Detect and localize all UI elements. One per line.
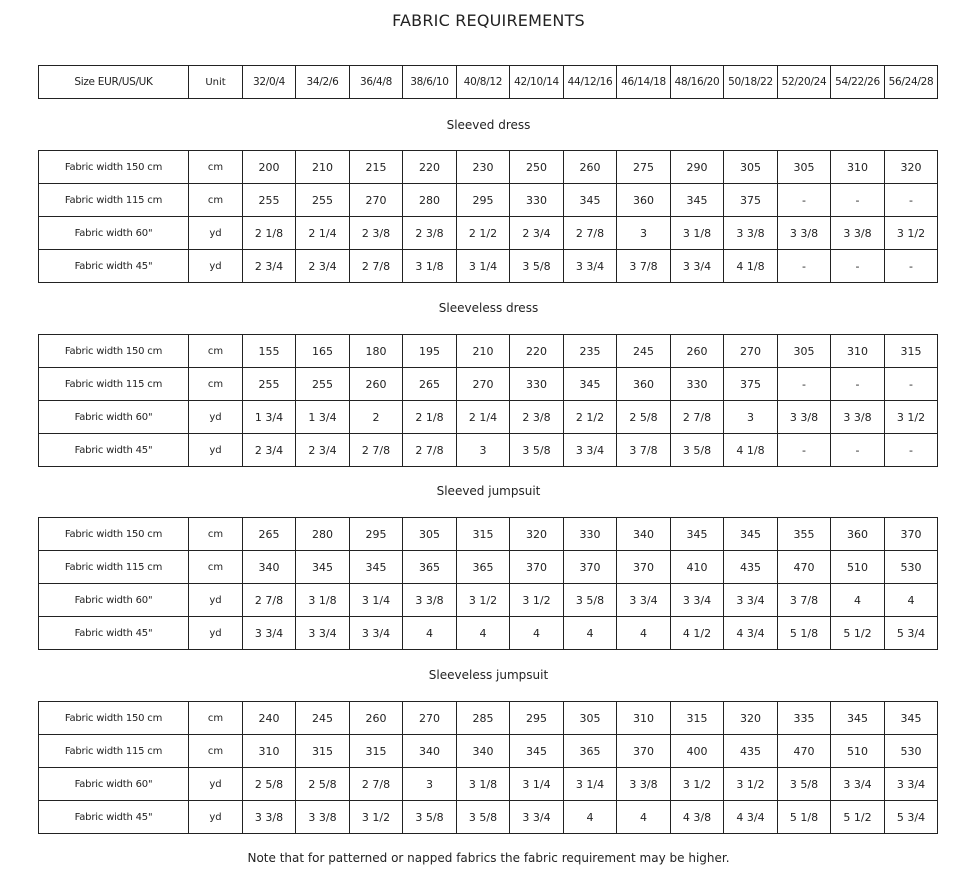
- row-label-cell: Fabric width 60": [39, 584, 189, 617]
- value-cell: 3 5/8: [778, 768, 831, 801]
- table-row: [39, 335, 938, 368]
- value-cell: -: [885, 184, 938, 217]
- row-label-cell: Fabric width 150 cm: [39, 335, 189, 368]
- value-cell: 5 3/4: [885, 801, 938, 834]
- value-cell: 530: [885, 551, 938, 584]
- section-title: Sleeveless jumpsuit: [428, 668, 549, 682]
- size-cell: 50/18/22: [724, 66, 778, 99]
- value-cell: 345: [564, 184, 617, 217]
- value-cell: 435: [724, 735, 778, 768]
- value-cell: 165: [296, 335, 350, 368]
- value-cell: 295: [350, 518, 403, 551]
- value-cell: 365: [403, 551, 457, 584]
- value-cell: 270: [457, 368, 510, 401]
- value-cell: 315: [457, 518, 510, 551]
- value-cell: 340: [403, 735, 457, 768]
- value-cell: 2 5/8: [243, 768, 296, 801]
- value-cell: 230: [457, 151, 510, 184]
- size-cell: 42/10/14: [510, 66, 564, 99]
- size-cell: 40/8/12: [457, 66, 510, 99]
- value-cell: 365: [564, 735, 617, 768]
- row-unit-cell: cm: [189, 551, 243, 584]
- row-unit-cell: yd: [189, 217, 243, 250]
- value-cell: 155: [243, 335, 296, 368]
- value-cell: 310: [831, 151, 885, 184]
- value-cell: 3 5/8: [671, 434, 724, 467]
- value-cell: 3 5/8: [564, 584, 617, 617]
- row-label-cell: Fabric width 115 cm: [39, 735, 189, 768]
- value-cell: 3 3/4: [671, 250, 724, 283]
- value-cell: 370: [617, 551, 671, 584]
- requirements-table: [38, 701, 938, 834]
- value-cell: 345: [724, 518, 778, 551]
- row-label-cell: Fabric width 45": [39, 617, 189, 650]
- value-cell: 345: [671, 518, 724, 551]
- value-cell: 265: [403, 368, 457, 401]
- value-cell: 4 1/8: [724, 250, 778, 283]
- row-unit-cell: yd: [189, 801, 243, 834]
- value-cell: 1 3/4: [243, 401, 296, 434]
- table-row: [39, 518, 938, 551]
- value-cell: 3: [617, 217, 671, 250]
- row-label-cell: Fabric width 150 cm: [39, 151, 189, 184]
- table-row: [39, 702, 938, 735]
- value-cell: -: [778, 250, 831, 283]
- row-label-cell: Fabric width 45": [39, 250, 189, 283]
- value-cell: 345: [671, 184, 724, 217]
- requirements-table: [38, 150, 938, 283]
- value-cell: 315: [671, 702, 724, 735]
- size-cell: 36/4/8: [350, 66, 403, 99]
- value-cell: 345: [885, 702, 938, 735]
- value-cell: 310: [831, 335, 885, 368]
- value-cell: 275: [617, 151, 671, 184]
- value-cell: 245: [296, 702, 350, 735]
- row-label-cell: Fabric width 60": [39, 401, 189, 434]
- value-cell: 2 3/4: [296, 434, 350, 467]
- value-cell: 3 3/4: [671, 584, 724, 617]
- value-cell: 2 7/8: [350, 434, 403, 467]
- row-unit-cell: cm: [189, 735, 243, 768]
- row-label-cell: Fabric width 45": [39, 434, 189, 467]
- value-cell: 2 1/8: [243, 217, 296, 250]
- value-cell: 315: [296, 735, 350, 768]
- size-cell: 54/22/26: [831, 66, 885, 99]
- value-cell: 4: [510, 617, 564, 650]
- value-cell: 305: [564, 702, 617, 735]
- value-cell: 295: [510, 702, 564, 735]
- table-row: [39, 434, 938, 467]
- value-cell: 4: [564, 617, 617, 650]
- value-cell: 1 3/4: [296, 401, 350, 434]
- value-cell: 3 3/8: [831, 217, 885, 250]
- value-cell: 2 3/4: [296, 250, 350, 283]
- value-cell: 4: [457, 617, 510, 650]
- value-cell: 265: [243, 518, 296, 551]
- value-cell: 295: [457, 184, 510, 217]
- value-cell: 3 3/8: [403, 584, 457, 617]
- size-cell: 32/0/4: [243, 66, 296, 99]
- value-cell: 3: [724, 401, 778, 434]
- value-cell: 3 7/8: [617, 434, 671, 467]
- value-cell: 3 1/4: [564, 768, 617, 801]
- value-cell: 470: [778, 735, 831, 768]
- value-cell: -: [778, 368, 831, 401]
- value-cell: 245: [617, 335, 671, 368]
- value-cell: 3 1/4: [510, 768, 564, 801]
- value-cell: 2 7/8: [403, 434, 457, 467]
- value-cell: 255: [296, 368, 350, 401]
- row-unit-cell: cm: [189, 151, 243, 184]
- table-row: [39, 151, 938, 184]
- value-cell: 3 5/8: [403, 801, 457, 834]
- size-cell: 48/16/20: [671, 66, 724, 99]
- size-label-cell: Size EUR/US/UK: [39, 66, 189, 99]
- value-cell: 3 1/2: [885, 217, 938, 250]
- value-cell: 285: [457, 702, 510, 735]
- row-unit-cell: cm: [189, 184, 243, 217]
- value-cell: 2 1/4: [296, 217, 350, 250]
- table-row: [39, 735, 938, 768]
- value-cell: -: [885, 434, 938, 467]
- value-cell: -: [885, 250, 938, 283]
- value-cell: 195: [403, 335, 457, 368]
- value-cell: -: [778, 434, 831, 467]
- value-cell: 3 1/2: [671, 768, 724, 801]
- value-cell: 2 7/8: [564, 217, 617, 250]
- value-cell: 290: [671, 151, 724, 184]
- row-unit-cell: yd: [189, 401, 243, 434]
- value-cell: 3 3/8: [778, 401, 831, 434]
- value-cell: 3 1/2: [510, 584, 564, 617]
- value-cell: 2 5/8: [617, 401, 671, 434]
- value-cell: 3 3/4: [243, 617, 296, 650]
- value-cell: 4: [617, 801, 671, 834]
- value-cell: 3 3/8: [831, 401, 885, 434]
- value-cell: 3 3/8: [617, 768, 671, 801]
- value-cell: 345: [350, 551, 403, 584]
- row-label-cell: Fabric width 150 cm: [39, 702, 189, 735]
- value-cell: 3 5/8: [510, 434, 564, 467]
- value-cell: 330: [671, 368, 724, 401]
- value-cell: 3 3/4: [564, 250, 617, 283]
- row-unit-cell: cm: [189, 368, 243, 401]
- value-cell: 3 3/4: [617, 584, 671, 617]
- value-cell: 345: [831, 702, 885, 735]
- value-cell: 375: [724, 368, 778, 401]
- value-cell: 340: [243, 551, 296, 584]
- value-cell: 360: [617, 368, 671, 401]
- value-cell: 255: [243, 184, 296, 217]
- value-cell: 400: [671, 735, 724, 768]
- value-cell: 2 5/8: [296, 768, 350, 801]
- row-label-cell: Fabric width 60": [39, 217, 189, 250]
- size-cell: 44/12/16: [564, 66, 617, 99]
- value-cell: 370: [510, 551, 564, 584]
- section-title: Sleeved dress: [446, 118, 531, 132]
- value-cell: 3 3/8: [724, 217, 778, 250]
- row-unit-cell: yd: [189, 584, 243, 617]
- value-cell: 4 1/2: [671, 617, 724, 650]
- value-cell: 470: [778, 551, 831, 584]
- row-label-cell: Fabric width 60": [39, 768, 189, 801]
- value-cell: 4 3/8: [671, 801, 724, 834]
- table-row: [39, 584, 938, 617]
- table-row: [39, 368, 938, 401]
- value-cell: 220: [510, 335, 564, 368]
- value-cell: 3 3/4: [296, 617, 350, 650]
- value-cell: 4: [885, 584, 938, 617]
- table-row: [39, 217, 938, 250]
- value-cell: 240: [243, 702, 296, 735]
- row-label-cell: Fabric width 45": [39, 801, 189, 834]
- value-cell: 3 1/8: [403, 250, 457, 283]
- value-cell: 250: [510, 151, 564, 184]
- value-cell: 305: [778, 335, 831, 368]
- value-cell: 305: [724, 151, 778, 184]
- value-cell: 4: [403, 617, 457, 650]
- value-cell: 2 3/8: [350, 217, 403, 250]
- value-cell: 355: [778, 518, 831, 551]
- value-cell: 310: [243, 735, 296, 768]
- value-cell: -: [831, 250, 885, 283]
- row-label-cell: Fabric width 115 cm: [39, 184, 189, 217]
- requirements-table: [38, 334, 938, 467]
- value-cell: 305: [403, 518, 457, 551]
- size-cell: 56/24/28: [885, 66, 938, 99]
- table-row: [39, 801, 938, 834]
- size-cell: 38/6/10: [403, 66, 457, 99]
- value-cell: 3 1/8: [457, 768, 510, 801]
- value-cell: -: [885, 368, 938, 401]
- value-cell: 215: [350, 151, 403, 184]
- value-cell: 315: [350, 735, 403, 768]
- value-cell: 330: [510, 368, 564, 401]
- size-cell: 46/14/18: [617, 66, 671, 99]
- value-cell: 320: [724, 702, 778, 735]
- row-label-cell: Fabric width 115 cm: [39, 551, 189, 584]
- value-cell: 2 1/8: [403, 401, 457, 434]
- value-cell: 4 3/4: [724, 617, 778, 650]
- unit-label-cell: Unit: [189, 66, 243, 99]
- value-cell: 375: [724, 184, 778, 217]
- row-unit-cell: yd: [189, 617, 243, 650]
- size-cell: 52/20/24: [778, 66, 831, 99]
- value-cell: 3 1/4: [457, 250, 510, 283]
- value-cell: 2 1/4: [457, 401, 510, 434]
- value-cell: 3 3/4: [350, 617, 403, 650]
- value-cell: 530: [885, 735, 938, 768]
- value-cell: 310: [617, 702, 671, 735]
- value-cell: 210: [457, 335, 510, 368]
- table-row: [39, 617, 938, 650]
- value-cell: 3: [457, 434, 510, 467]
- value-cell: 2 3/4: [510, 217, 564, 250]
- value-cell: 270: [350, 184, 403, 217]
- row-unit-cell: yd: [189, 768, 243, 801]
- value-cell: 370: [885, 518, 938, 551]
- value-cell: 235: [564, 335, 617, 368]
- value-cell: 340: [457, 735, 510, 768]
- value-cell: 345: [510, 735, 564, 768]
- value-cell: 330: [510, 184, 564, 217]
- value-cell: 2: [350, 401, 403, 434]
- value-cell: 370: [617, 735, 671, 768]
- value-cell: 3 1/2: [885, 401, 938, 434]
- value-cell: 280: [296, 518, 350, 551]
- value-cell: -: [778, 184, 831, 217]
- size-header-row: [39, 66, 938, 99]
- value-cell: 180: [350, 335, 403, 368]
- value-cell: 4: [831, 584, 885, 617]
- table-row: [39, 768, 938, 801]
- size-header-table: [38, 65, 938, 99]
- value-cell: 5 1/2: [831, 617, 885, 650]
- value-cell: 260: [564, 151, 617, 184]
- row-unit-cell: cm: [189, 335, 243, 368]
- value-cell: 2 1/2: [564, 401, 617, 434]
- page-title: FABRIC REQUIREMENTS: [392, 11, 585, 30]
- value-cell: 2 7/8: [243, 584, 296, 617]
- value-cell: 260: [350, 368, 403, 401]
- value-cell: 4 1/8: [724, 434, 778, 467]
- value-cell: 330: [564, 518, 617, 551]
- value-cell: 280: [403, 184, 457, 217]
- value-cell: 360: [831, 518, 885, 551]
- value-cell: 260: [671, 335, 724, 368]
- value-cell: -: [831, 184, 885, 217]
- value-cell: 3 1/2: [724, 768, 778, 801]
- value-cell: 260: [350, 702, 403, 735]
- value-cell: 5 1/8: [778, 801, 831, 834]
- value-cell: 510: [831, 735, 885, 768]
- value-cell: 340: [617, 518, 671, 551]
- value-cell: 410: [671, 551, 724, 584]
- value-cell: 3 3/4: [885, 768, 938, 801]
- value-cell: 3 1/4: [350, 584, 403, 617]
- value-cell: 320: [885, 151, 938, 184]
- value-cell: 3 3/8: [243, 801, 296, 834]
- value-cell: 2 3/4: [243, 434, 296, 467]
- row-unit-cell: yd: [189, 434, 243, 467]
- value-cell: 255: [296, 184, 350, 217]
- table-row: [39, 401, 938, 434]
- value-cell: 2 3/8: [510, 401, 564, 434]
- value-cell: 3 1/8: [296, 584, 350, 617]
- value-cell: 2 7/8: [350, 250, 403, 283]
- value-cell: 3 1/8: [671, 217, 724, 250]
- value-cell: -: [831, 434, 885, 467]
- value-cell: 3: [403, 768, 457, 801]
- row-label-cell: Fabric width 115 cm: [39, 368, 189, 401]
- value-cell: 5 1/2: [831, 801, 885, 834]
- value-cell: 320: [510, 518, 564, 551]
- value-cell: 210: [296, 151, 350, 184]
- value-cell: 2 7/8: [671, 401, 724, 434]
- value-cell: 255: [243, 368, 296, 401]
- value-cell: 2 1/2: [457, 217, 510, 250]
- value-cell: 365: [457, 551, 510, 584]
- value-cell: 5 1/8: [778, 617, 831, 650]
- value-cell: 3 7/8: [617, 250, 671, 283]
- value-cell: 270: [724, 335, 778, 368]
- table-row: [39, 551, 938, 584]
- value-cell: 270: [403, 702, 457, 735]
- value-cell: 200: [243, 151, 296, 184]
- value-cell: 4: [617, 617, 671, 650]
- value-cell: 360: [617, 184, 671, 217]
- value-cell: 335: [778, 702, 831, 735]
- section-title: Sleeved jumpsuit: [436, 484, 541, 498]
- value-cell: 435: [724, 551, 778, 584]
- value-cell: 370: [564, 551, 617, 584]
- value-cell: 2 3/4: [243, 250, 296, 283]
- value-cell: 2 3/8: [403, 217, 457, 250]
- value-cell: 305: [778, 151, 831, 184]
- value-cell: 345: [296, 551, 350, 584]
- value-cell: 3 7/8: [778, 584, 831, 617]
- value-cell: 315: [885, 335, 938, 368]
- value-cell: 5 3/4: [885, 617, 938, 650]
- value-cell: 3 3/4: [510, 801, 564, 834]
- value-cell: 3 5/8: [457, 801, 510, 834]
- section-title: Sleeveless dress: [438, 301, 539, 315]
- value-cell: 2 7/8: [350, 768, 403, 801]
- fabric-note: Note that for patterned or napped fabrics the fabric requirement may be higher.: [247, 851, 730, 865]
- table-row: [39, 250, 938, 283]
- value-cell: 3 3/4: [724, 584, 778, 617]
- value-cell: 3 1/2: [457, 584, 510, 617]
- value-cell: 220: [403, 151, 457, 184]
- value-cell: 3 3/8: [778, 217, 831, 250]
- row-label-cell: Fabric width 150 cm: [39, 518, 189, 551]
- row-unit-cell: yd: [189, 250, 243, 283]
- value-cell: 3 5/8: [510, 250, 564, 283]
- value-cell: -: [831, 368, 885, 401]
- row-unit-cell: cm: [189, 702, 243, 735]
- value-cell: 345: [564, 368, 617, 401]
- value-cell: 3 3/4: [564, 434, 617, 467]
- table-row: [39, 184, 938, 217]
- row-unit-cell: cm: [189, 518, 243, 551]
- value-cell: 510: [831, 551, 885, 584]
- requirements-table: [38, 517, 938, 650]
- value-cell: 4 3/4: [724, 801, 778, 834]
- value-cell: 3 1/2: [350, 801, 403, 834]
- size-cell: 34/2/6: [296, 66, 350, 99]
- value-cell: 3 3/8: [296, 801, 350, 834]
- value-cell: 4: [564, 801, 617, 834]
- value-cell: 3 3/4: [831, 768, 885, 801]
